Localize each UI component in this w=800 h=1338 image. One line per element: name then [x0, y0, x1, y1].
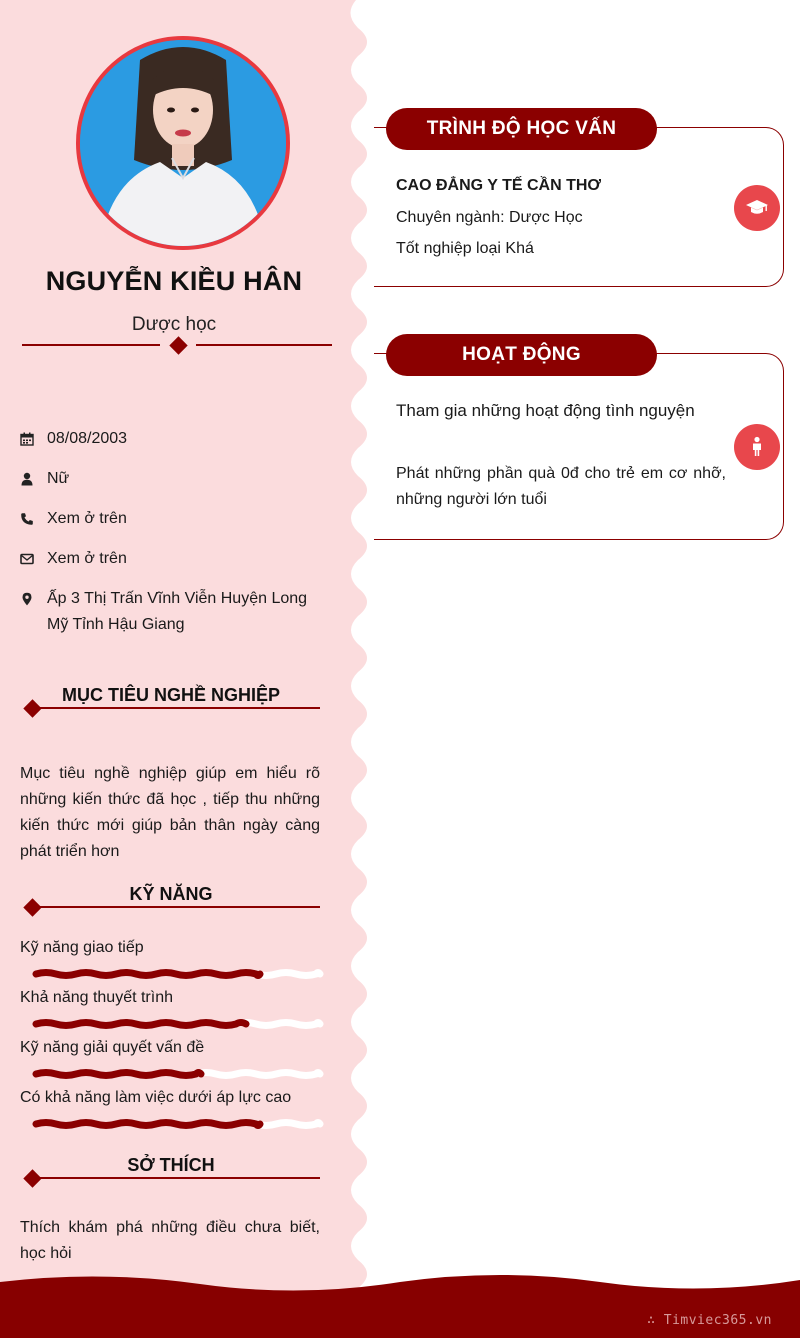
education-grade: Tốt nghiệp loại Khá: [396, 240, 534, 257]
education-badge: [734, 185, 780, 231]
education-section-title: TRÌNH ĐỘ HỌC VẤN: [386, 108, 657, 150]
activities-badge: [734, 424, 780, 470]
skill-bar-fill: [36, 1023, 246, 1026]
skill-label: Khả năng thuyết trình: [20, 989, 173, 1006]
skill-bar: [36, 1018, 320, 1030]
career-goal-text: Mục tiêu nghề nghiệp giúp em hiểu rõ những kiến thức đã học , tiếp thu những kiến thức mới giúp bản thân ngày càng phát triển hơn: [20, 765, 320, 860]
job-title: Dược học: [131, 314, 217, 335]
skills-title: KỸ NĂNG: [129, 884, 213, 904]
person-icon: [745, 435, 769, 459]
phone-row: [20, 510, 320, 532]
activity-item: Tham gia những hoạt động tình nguyện: [396, 401, 695, 420]
education-school: CAO ĐẲNG Y TẾ CẦN THƠ: [396, 177, 602, 194]
skills-rule: [34, 906, 320, 908]
skill-label: Kỹ năng giao tiếp: [20, 939, 144, 956]
portrait-photo-icon: [80, 40, 286, 246]
career-goal-rule: [34, 707, 320, 709]
gender-value: Nữ: [47, 470, 70, 487]
activities-section-title: HOẠT ĐỘNG: [386, 334, 657, 376]
activity-item: Phát những phần quà 0đ cho trẻ em cơ nhỡ, những người lớn tuổi: [396, 465, 726, 508]
skill-bar: [36, 1068, 320, 1080]
hobbies-text: Thích khám phá những điều chưa biết, học hỏi: [20, 1219, 320, 1262]
calendar-icon: [20, 432, 34, 448]
avatar: [76, 36, 290, 250]
footer-wave: [0, 1275, 800, 1338]
graduation-cap-icon: [745, 196, 769, 220]
map-marker-icon: [20, 592, 34, 608]
skill-label: Kỹ năng giải quyết vấn đề: [20, 1039, 205, 1056]
skill-label: Có khả năng làm việc dưới áp lực cao: [20, 1089, 292, 1106]
address-value: Ấp 3 Thị Trấn Vĩnh Viễn Huyện Long Mỹ Tỉnh Hậu Giang: [47, 590, 308, 633]
footer-brand: ∴ Timviec365.vn: [647, 1313, 772, 1328]
envelope-icon: [20, 552, 34, 568]
hobbies-rule: [34, 1177, 320, 1179]
candidate-name: NGUYỄN KIỀU HÂN: [45, 266, 303, 296]
address-row: [20, 590, 320, 638]
skill-bar: [36, 1118, 320, 1130]
birthday-row: [20, 430, 320, 452]
phone-icon: [20, 512, 34, 528]
gender-row: [20, 470, 320, 492]
user-icon: [20, 472, 34, 488]
career-goal-title: MỤC TIÊU NGHỀ NGHIỆP: [61, 685, 280, 705]
title-divider-left: [22, 344, 160, 346]
email-row: [20, 550, 320, 572]
hobbies-title: SỞ THÍCH: [127, 1155, 215, 1175]
birthday-value: 08/08/2003: [47, 430, 128, 447]
email-value: Xem ở trên: [47, 550, 127, 567]
education-major: Chuyên ngành: Dược Học: [396, 209, 583, 226]
skill-bar-fill: [36, 1123, 260, 1126]
title-divider-right: [196, 344, 332, 346]
skill-bar-fill: [36, 1073, 201, 1076]
skill-bar: [36, 968, 320, 980]
phone-value: Xem ở trên: [47, 510, 127, 527]
skill-bar-fill: [36, 973, 260, 976]
